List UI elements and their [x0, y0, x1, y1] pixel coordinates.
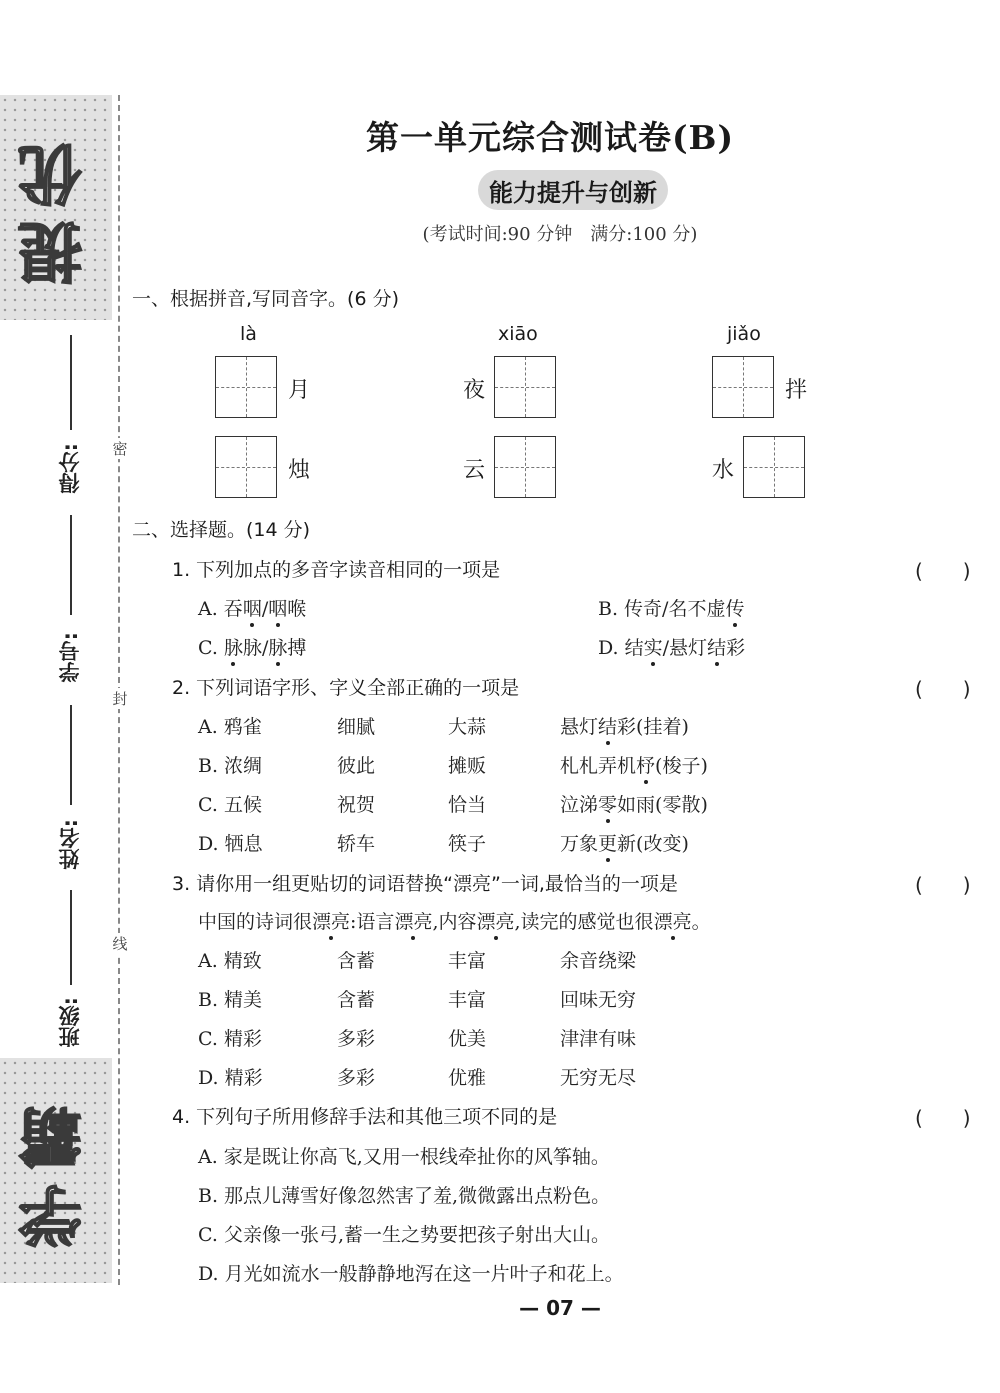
tian-grid-xiao-2[interactable] — [494, 436, 556, 498]
tian-grid-xiao-1[interactable] — [494, 356, 556, 418]
q2-d-word-4: 万象更新(改变) — [560, 829, 689, 856]
answer-bracket-1[interactable]: ( ) — [915, 559, 971, 583]
answer-bracket-2[interactable]: ( ) — [915, 677, 971, 701]
q1-option-b[interactable]: B. 传奇/名不虚传 — [598, 594, 744, 621]
hanzi-xiao-2: 云 — [463, 458, 486, 483]
q4-option-a[interactable]: A. 家是既让你高飞,又用一根线牵扯你的风筝轴。 — [198, 1146, 610, 1168]
seal-char-xian: 线 — [112, 935, 128, 953]
answer-bracket-3[interactable]: ( ) — [915, 873, 971, 897]
tian-grid-jiao-1[interactable] — [712, 356, 774, 418]
page-number: — 07 — — [519, 1296, 601, 1320]
q1-option-d[interactable]: D. 结实/悬灯结彩 — [598, 633, 745, 660]
q2-d-word-2: 轿车 — [337, 833, 376, 855]
answer-bracket-4[interactable]: ( ) — [915, 1106, 971, 1130]
question-4-stem: 4. 下列句子所用修辞手法和其他三项不同的是 — [172, 1106, 558, 1128]
seal-char-feng: 封 — [112, 690, 128, 708]
q3-b-word-4: 回味无穷 — [560, 989, 637, 1011]
question-3-stem: 3. 请你用一组更贴切的词语替换“漂亮”一词,最恰当的一项是 — [172, 873, 678, 895]
seal-char-mi: 密 — [112, 440, 128, 458]
section-1-heading: 一、根据拼音,写同音字。(6 分) — [132, 288, 399, 310]
question-2-stem: 2. 下列词语字形、字义全部正确的一项是 — [172, 677, 520, 699]
question-1-stem: 1. 下列加点的多音字读音相同的一项是 — [172, 559, 501, 581]
score-field-label: 得分: — [58, 443, 82, 494]
hanzi-xiao-1: 夜 — [463, 378, 486, 403]
pinyin-jiao: jiǎo — [727, 323, 761, 345]
q2-a-word-2: 细腻 — [337, 716, 376, 738]
page-title: 第一单元综合测试卷(B) — [365, 118, 735, 157]
q3-d-word-3: 优雅 — [448, 1067, 487, 1089]
q1-option-c[interactable]: C. 脉脉/脉搏 — [198, 633, 306, 660]
q2-b-word-3: 摊贩 — [448, 755, 487, 777]
score-fill-line[interactable] — [70, 335, 72, 430]
student-id-fill-line[interactable] — [70, 515, 72, 615]
q2-b-word-2: 彼此 — [337, 755, 376, 777]
band-bottom-text: 学霸 — [19, 1092, 93, 1249]
q3-c-word-1: C. 精彩 — [198, 1028, 262, 1050]
q3-context-sentence: 中国的诗词很漂亮:语言漂亮,内容漂亮,读完的感觉也很漂亮。 — [198, 907, 711, 934]
tian-grid-la-2[interactable] — [215, 436, 277, 498]
decorative-band-bottom — [0, 1058, 112, 1283]
q3-a-word-2: 含蓄 — [337, 950, 376, 972]
q3-a-word-4: 余音绕梁 — [560, 950, 637, 972]
q3-c-word-4: 津津有味 — [560, 1028, 637, 1050]
q2-d-word-3: 筷子 — [448, 833, 487, 855]
hanzi-jiao-2: 水 — [712, 458, 735, 483]
q2-a-word-1: A. 鸦雀 — [198, 716, 262, 738]
q2-c-word-1: C. 五候 — [198, 794, 262, 816]
class-fill-line[interactable] — [70, 890, 72, 985]
q2-c-word-3: 恰当 — [448, 794, 487, 816]
subtitle-badge: 能力提升与创新 — [478, 170, 668, 210]
tian-grid-la-1[interactable] — [215, 356, 277, 418]
student-id-field-label: 学号: — [58, 632, 82, 683]
hanzi-jiao-1: 拌 — [785, 378, 808, 403]
q3-b-word-2: 含蓄 — [337, 989, 376, 1011]
hanzi-la-2: 烛 — [288, 458, 311, 483]
q2-d-word-1: D. 牺息 — [198, 833, 263, 855]
q1-option-a[interactable]: A. 吞咽/咽喉 — [198, 594, 306, 621]
q2-a-word-4: 悬灯结彩(挂着) — [560, 712, 689, 739]
q3-d-word-4: 无穷无尽 — [560, 1067, 637, 1089]
q2-a-word-3: 大蒜 — [448, 716, 487, 738]
q3-c-word-3: 优美 — [448, 1028, 487, 1050]
q3-b-word-3: 丰富 — [448, 989, 487, 1011]
q3-c-word-2: 多彩 — [337, 1028, 376, 1050]
exam-info: (考试时间:90 分钟 满分:100 分) — [422, 224, 698, 245]
q2-b-word-1: B. 浓绸 — [198, 755, 263, 777]
q3-d-word-1: D. 精彩 — [198, 1067, 263, 1089]
q3-a-word-3: 丰富 — [448, 950, 487, 972]
pinyin-xiao: xiāo — [498, 323, 538, 345]
q4-option-d[interactable]: D. 月光如流水一般静静地泻在这一片叶子和花上。 — [198, 1263, 624, 1285]
q2-c-word-2: 祝贺 — [337, 794, 376, 816]
q3-b-word-1: B. 精美 — [198, 989, 263, 1011]
name-fill-line[interactable] — [70, 705, 72, 805]
section-2-heading: 二、选择题。(14 分) — [132, 519, 311, 541]
q4-option-c[interactable]: C. 父亲像一张弓,蓄一生之势要把孩子射出大山。 — [198, 1224, 610, 1246]
name-field-label: 姓名: — [58, 819, 82, 870]
q2-c-word-4: 泣涕零如雨(零散) — [560, 790, 708, 817]
tian-grid-jiao-2[interactable] — [743, 436, 805, 498]
hanzi-la-1: 月 — [288, 378, 311, 403]
q3-d-word-2: 多彩 — [337, 1067, 376, 1089]
class-field-label: 班级: — [58, 997, 82, 1048]
q2-b-word-4: 札札弄机杼(梭子) — [560, 751, 708, 778]
q4-option-b[interactable]: B. 那点儿薄雪好像忽然害了羞,微微露出点粉色。 — [198, 1185, 611, 1207]
q3-a-word-1: A. 精致 — [198, 950, 262, 972]
band-top-text: 提优 — [19, 129, 93, 286]
pinyin-la: là — [240, 323, 257, 345]
